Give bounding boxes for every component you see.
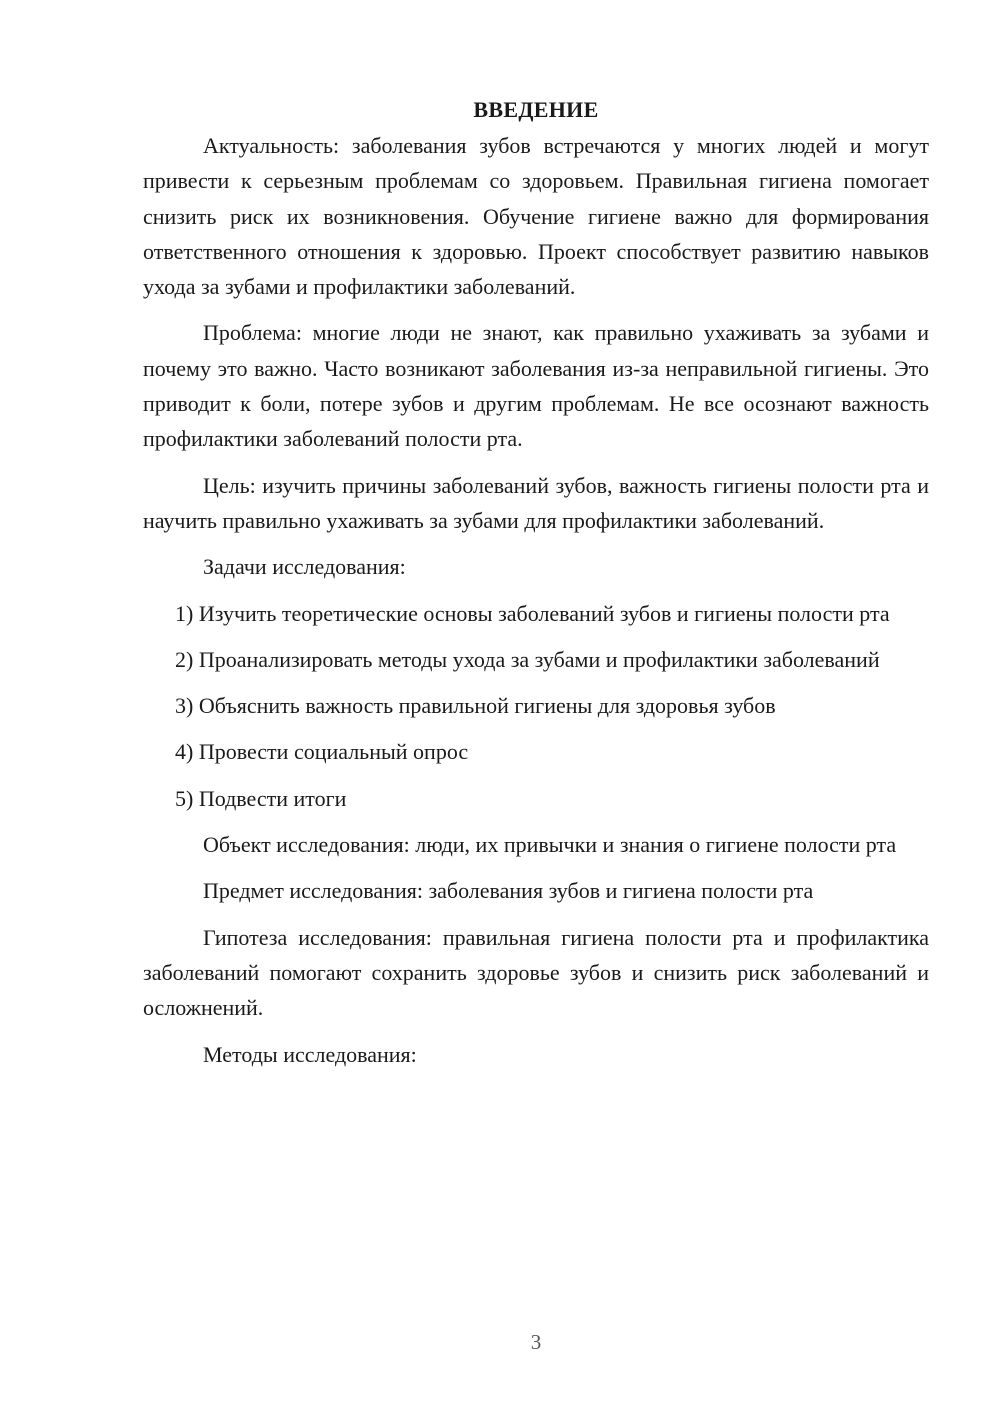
- task-item: 4) Провести социальный опрос: [175, 739, 469, 765]
- relevance-paragraph: Актуальность: заболевания зубов встречаются у многих людей и могут привести к серьезным проблемам со здоровьем. Правильная гигиена помогает снизить риск их возникновения. Обучение гигиене важно для формирования ответственного отношения к здоровью. Проект способствует развитию навыков ухода за зубами и профилактики заболеваний.: [143, 133, 929, 300]
- task-item: 5) Подвести итоги: [175, 785, 347, 811]
- object-paragraph: Объект исследования: люди, их привычки и знания о гигиене полости рта: [203, 832, 897, 858]
- task-item: 3) Объяснить важность правильной гигиены для здоровья зубов: [175, 693, 776, 719]
- tasks-heading: Задачи исследования:: [203, 554, 406, 580]
- document-page: [143, 92, 929, 1083]
- methods-heading: Методы исследования:: [203, 1041, 417, 1067]
- goal-paragraph: Цель: изучить причины заболеваний зубов, важность гигиены полости рта и научить правильно ухаживать за зубами для профилактики заболеваний.: [143, 472, 929, 533]
- page-number: 3: [530, 1330, 542, 1354]
- task-item: 2) Проанализировать методы ухода за зубами и профилактики заболеваний: [175, 646, 880, 672]
- page-title: ВВЕДЕНИЕ: [473, 97, 599, 122]
- task-item: 1) Изучить теоретические основы заболеваний зубов и гигиены полости рта: [175, 600, 890, 626]
- subject-paragraph: Предмет исследования: заболевания зубов и гигиена полости рта: [203, 878, 814, 904]
- problem-paragraph: Проблема: многие люди не знают, как правильно ухаживать за зубами и почему это важно. Часто возникают заболевания из-за неправильной гигиены. Это приводит к боли, потере зубов и другим проблемам. Не все осознают важность профилактики заболеваний полости рта.: [143, 320, 929, 452]
- hypothesis-paragraph: Гипотеза исследования: правильная гигиена полости рта и профилактика заболеваний помогают сохранить здоровье зубов и снизить риск заболеваний и осложнений.: [143, 924, 929, 1021]
